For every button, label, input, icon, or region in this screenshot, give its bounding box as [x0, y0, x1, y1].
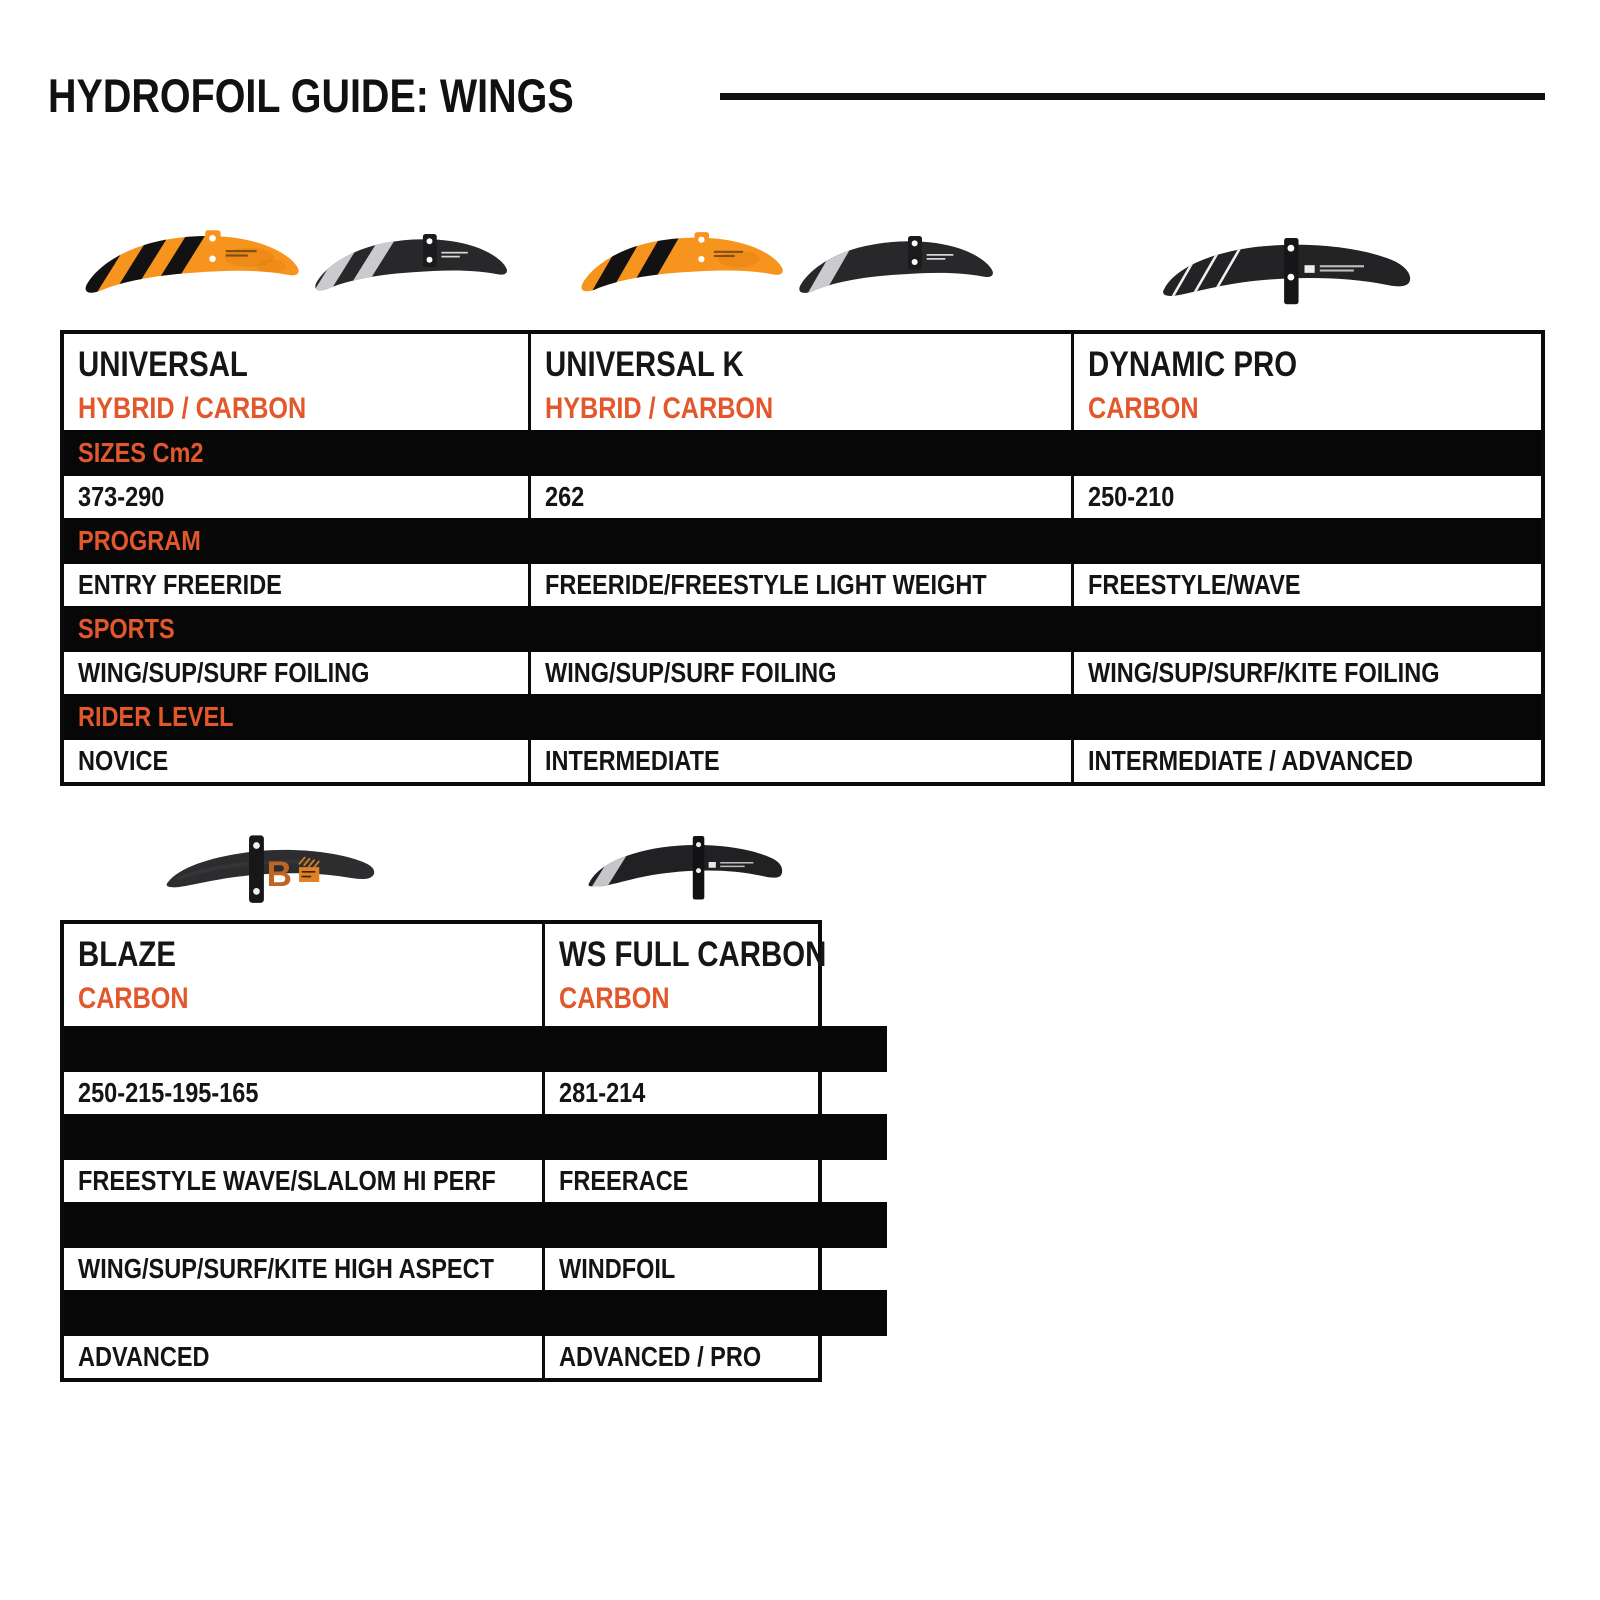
- product-name: DYNAMIC PRO: [1087, 345, 1297, 384]
- cell-sports-universal-k: WING/SUP/SURF FOILING: [531, 652, 1074, 694]
- ws-full-carbon-wing-image: [586, 836, 788, 901]
- spec-table-bottom: [60, 920, 827, 1382]
- bottom-wings-strip: [60, 816, 822, 920]
- cell-rider-level-ws-full-carbon: ADVANCED / PRO: [559, 1341, 762, 1372]
- masthead: [48, 68, 1545, 123]
- page-title: HYDROFOIL GUIDE: WINGS: [48, 69, 574, 122]
- cell-rider-level-universal-k: INTERMEDIATE: [531, 740, 1074, 782]
- cell-rider-level-universal: NOVICE: [64, 740, 531, 782]
- cell-rider-level-dynamic-pro: INTERMEDIATE / ADVANCED: [1087, 745, 1413, 776]
- cell-rider-level-blaze: ADVANCED: [64, 1336, 545, 1378]
- cell-program-ws-full-carbon: FREERACE: [559, 1165, 689, 1196]
- product-construction: HYBRID / CARBON: [78, 391, 307, 425]
- product-header-universal: [64, 334, 531, 430]
- cell-sports-dynamic-pro: WING/SUP/SURF/KITE FOILING: [1087, 657, 1440, 688]
- universal-hybrid-wing-image: [82, 228, 302, 301]
- universal-k-hybrid-wing-image: [578, 230, 786, 299]
- product-name: BLAZE: [78, 935, 176, 974]
- svg-text:B: B: [266, 855, 292, 894]
- blaze-wing-image: [164, 832, 380, 906]
- cell-program-universal: ENTRY FREERIDE: [64, 564, 531, 606]
- cell-sizes-blaze: 250-215-195-165: [64, 1072, 545, 1114]
- cell-sizes-ws-full-carbon: 281-214: [559, 1077, 646, 1108]
- product-name: UNIVERSAL: [78, 345, 248, 384]
- product-name: WS FULL CARBON: [559, 935, 827, 974]
- cell-sports-universal: WING/SUP/SURF FOILING: [64, 652, 531, 694]
- row-band-rider-level: [64, 1290, 887, 1336]
- cell-program-blaze: FREESTYLE WAVE/SLALOM HI PERF: [64, 1160, 545, 1202]
- cell-program-dynamic-pro: FREESTYLE/WAVE: [1087, 569, 1301, 600]
- row-band-sizes: SIZES Cm2: [64, 430, 1541, 476]
- title-rule: [720, 93, 1545, 100]
- product-construction: CARBON: [1087, 391, 1199, 425]
- row-band-rider-level: RIDER LEVEL: [64, 694, 1541, 740]
- row-band-sports: [64, 1202, 887, 1248]
- row-band-sizes: [64, 1026, 887, 1072]
- row-band-program: PROGRAM: [64, 518, 1541, 564]
- product-construction: CARBON: [78, 981, 189, 1015]
- top-wings-strip: [60, 224, 1545, 328]
- product-name: UNIVERSAL K: [545, 345, 744, 384]
- cell-sports-ws-full-carbon: WINDFOIL: [559, 1253, 676, 1284]
- product-header-dynamic-pro: [1074, 334, 1541, 430]
- dynamic-pro-wing-image: [1160, 238, 1415, 306]
- product-header-blaze: [64, 924, 545, 1026]
- universal-carbon-wing-image: [312, 232, 510, 298]
- cell-sports-blaze: WING/SUP/SURF/KITE HIGH ASPECT: [64, 1248, 545, 1290]
- cell-sizes-universal-k: 262: [531, 476, 1074, 518]
- row-band-program: [64, 1114, 887, 1160]
- product-construction: CARBON: [559, 981, 670, 1015]
- product-construction: HYBRID / CARBON: [545, 391, 774, 425]
- universal-k-carbon-wing-image: [796, 234, 996, 301]
- cell-sizes-universal: 373-290: [64, 476, 531, 518]
- cell-sizes-dynamic-pro: 250-210: [1087, 481, 1175, 512]
- row-band-sports: SPORTS: [64, 606, 1541, 652]
- cell-program-universal-k: FREERIDE/FREESTYLE LIGHT WEIGHT: [531, 564, 1074, 606]
- spec-table-top: [60, 330, 1545, 786]
- product-header-ws-full-carbon: [545, 924, 887, 1026]
- product-header-universal-k: [531, 334, 1074, 430]
